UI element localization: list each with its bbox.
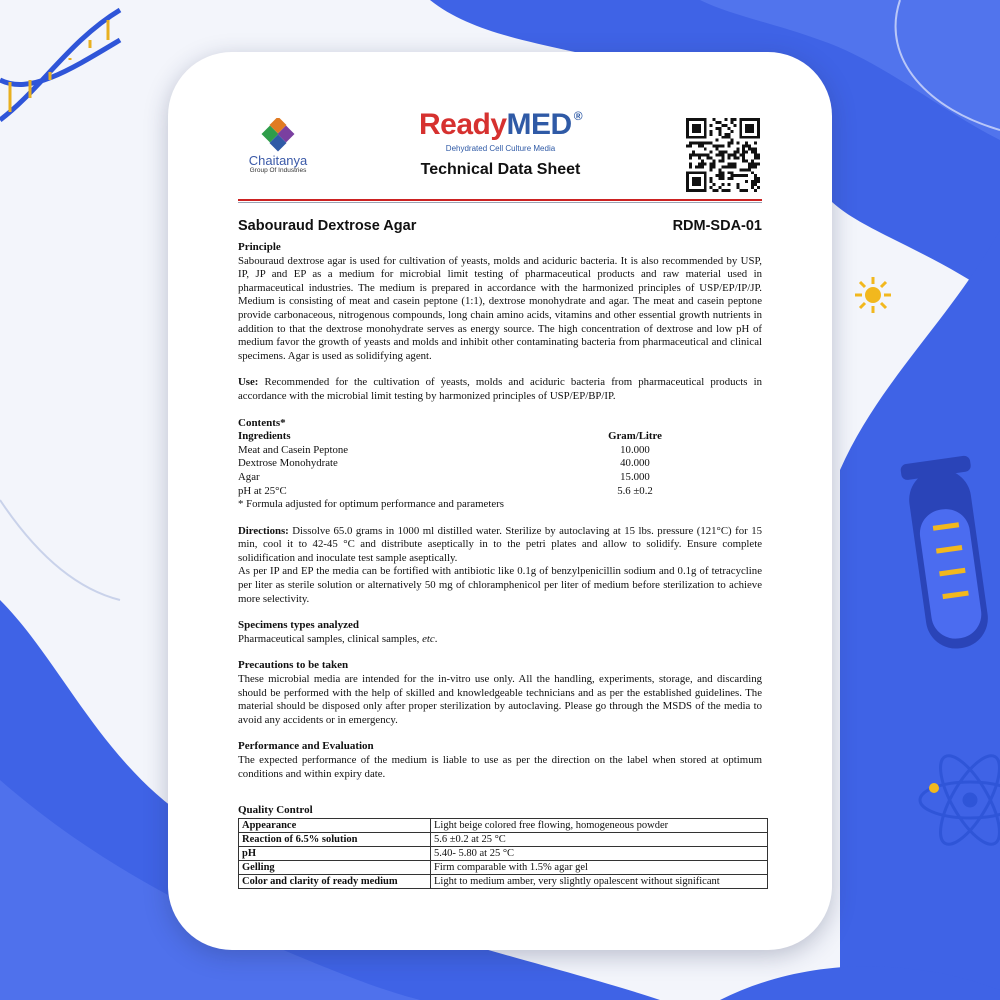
ingredient-row xyxy=(238,485,762,499)
qc-row xyxy=(239,846,768,860)
ingredient-name: Dextrose Monohydrate xyxy=(238,457,338,470)
ingredient-name: Meat and Casein Peptone xyxy=(238,443,349,456)
document-title: Technical Data Sheet xyxy=(420,161,581,178)
performance-heading: Performance and Evaluation xyxy=(238,740,374,753)
directions-label: Directions: xyxy=(238,524,289,537)
qc-row xyxy=(239,818,768,832)
use-paragraph xyxy=(238,376,762,403)
ingredient-row xyxy=(238,471,762,485)
qc-row xyxy=(239,860,768,874)
ingredients-column-header: Ingredients xyxy=(238,430,291,443)
specimens-heading: Specimens types analyzed xyxy=(238,619,359,632)
logo-med: MED xyxy=(506,108,572,141)
company-name: Chaitanya xyxy=(248,153,308,168)
ingredient-amount: 40.000 xyxy=(620,457,650,470)
precautions-text: These microbial media are intended for the in-vitro use only. All the handling, experiments, storage, and discarding should be performed with the help of skilled and knowledgeable technicians and as per the established guidelines. The material should be disposed only after proper sterilization by autoclaving. Please go through the MSDS of the media to avoid any accidents or in emergency. xyxy=(238,673,762,726)
specimens-etc: etc xyxy=(422,632,435,645)
logo-subtitle: Dehydrated Cell Culture Media xyxy=(445,144,556,153)
specimens-paragraph xyxy=(238,633,762,647)
specimens-text: Pharmaceutical samples, clinical samples, xyxy=(238,632,423,645)
qc-value: 5.40- 5.80 at 25 °C xyxy=(431,846,768,860)
logo-reg: ® xyxy=(573,109,583,123)
qc-parameter: Reaction of 6.5% solution xyxy=(239,832,431,846)
ingredient-amount: 5.6 ±0.2 xyxy=(617,484,653,497)
ingredient-name: Agar xyxy=(238,470,260,483)
qc-value: 5.6 ±0.2 at 25 °C xyxy=(431,832,768,846)
ingredient-row xyxy=(238,457,762,471)
product-name: Sabouraud Dextrose Agar xyxy=(238,218,417,234)
specimens-end: . xyxy=(434,632,438,645)
dna-helix-icon xyxy=(0,10,120,120)
principle-heading: Principle xyxy=(238,241,281,253)
qc-value: Light to medium amber, very slightly opalescent without significant xyxy=(431,874,768,888)
company-tagline: Group Of Industries xyxy=(249,167,307,174)
ingredient-name: pH at 25°C xyxy=(238,484,287,497)
qc-value: Firm comparable with 1.5% agar gel xyxy=(431,860,768,874)
company-logo xyxy=(238,118,318,175)
directions-paragraph xyxy=(238,525,762,566)
qc-row xyxy=(239,832,768,846)
precautions-heading: Precautions to be taken xyxy=(238,659,349,672)
ingredient-amount: 10.000 xyxy=(620,443,650,456)
readymed-logo xyxy=(368,110,633,140)
contents-header-row xyxy=(238,430,762,444)
qc-parameter: Gelling xyxy=(239,860,431,874)
use-label: Use: xyxy=(238,376,259,389)
contents-heading: Contents* xyxy=(238,416,286,429)
qc-row xyxy=(239,874,768,888)
qc-parameter: Color and clarity of ready medium xyxy=(239,874,431,888)
diamond-logo-icon xyxy=(261,118,295,152)
decor-curve-2 xyxy=(0,500,120,600)
header-rule-shadow xyxy=(238,202,762,203)
product-code: RDM-SDA-01 xyxy=(672,218,762,234)
qc-value: Light beige colored free flowing, homogeneous powder xyxy=(431,818,768,832)
amount-column-header: Gram/Litre xyxy=(608,430,662,443)
document-body xyxy=(238,218,762,889)
sun-molecule-icon xyxy=(855,277,891,313)
qr-code-icon xyxy=(686,118,760,192)
ingredient-amount: 15.000 xyxy=(620,470,650,483)
contents-footnote: * Formula adjusted for optimum performance and parameters xyxy=(238,498,504,511)
principle-text: Sabouraud dextrose agar is used for cultivation of yeasts, molds and aciduric bacteria. It is also recommended by USP, IP, JP and EP as a medium for microbial limit testing of pharmaceutical products and raw material used in pharmaceutical industries. The medium is prepared in accordance with the harmonized principles of USP/EP/IP/JP. Medium is consisting of meat and casein peptone (1:1), dextrose monohydrate and agar. The meat and casein peptone provide carbonaceous, nitrogenous compounds, long chain amino acids, vitamins and other essential growth nutrients in addition to that the dextrose monohydrate serves as energy source. The high concentration of dextrose and low pH of medium favor the growth of yeasts and molds and inhibit other contaminating bacteria from pharmaceutical and clinical specimens. Agar is used as solidifying agent. xyxy=(238,254,762,362)
qc-parameter: pH xyxy=(239,846,431,860)
logo-ready: Ready xyxy=(418,108,507,141)
qc-parameter: Appearance xyxy=(239,818,431,832)
ingredients-list xyxy=(238,444,762,498)
datasheet-card xyxy=(168,52,832,950)
brand-header xyxy=(368,110,633,179)
directions-text: Dissolve 65.0 grams in 1000 ml distilled water. Sterilize by autoclaving at 15 lbs. pressure (121°C) for 15 min, cool it to 42-45 °C and distribute aseptically in to the petri plates and allow to solidify. Ensure complete solidification and inoculate test sample aseptically. xyxy=(238,524,762,564)
product-row xyxy=(238,218,762,234)
header-rule xyxy=(238,199,762,201)
ingredient-row xyxy=(238,444,762,458)
directions-text-2: As per IP and EP the media can be fortified with antibiotic like 0.1g of benzylpenicillin sodium and 0.1g of tetracycline per liter as sterile solution or alternatively 50 mg of chloramphenicol per liter of medium before sterilization to achieve more selectivity. xyxy=(238,565,762,605)
quality-control-table xyxy=(238,818,768,889)
use-text: Recommended for the cultivation of yeasts, molds and aciduric bacteria from pharmaceutical products in accordance with the microbial limit testing by harmonized principles of USP/EP/BP/IP. xyxy=(238,376,762,402)
quality-control-heading: Quality Control xyxy=(238,804,313,817)
performance-text: The expected performance of the medium is liable to use as per the direction on the label when stored at optimum conditions and within expiry date. xyxy=(238,754,762,780)
